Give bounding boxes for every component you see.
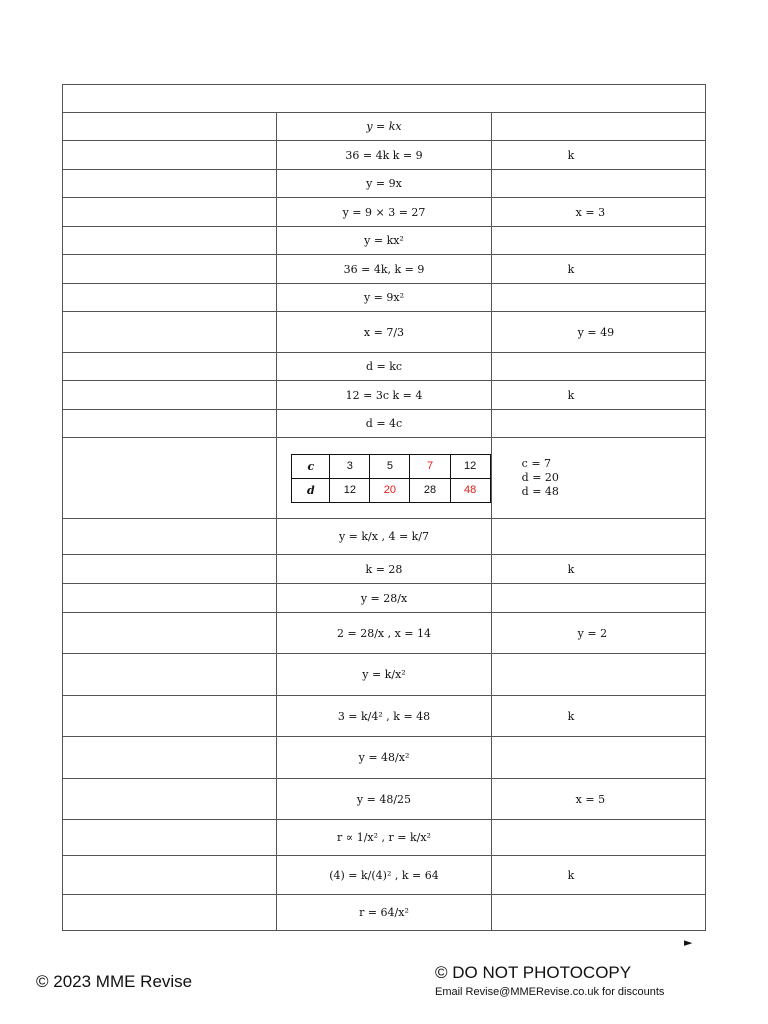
table-row	[63, 255, 706, 284]
question-cell	[63, 198, 277, 227]
working-text: r ∝ 1/x² , r = k/x²	[337, 831, 431, 844]
table-row	[63, 353, 706, 381]
working-text: y = 9x²	[363, 291, 405, 304]
working-text: y = 9x	[366, 177, 402, 190]
question-cell	[63, 410, 277, 438]
note-text: y = 2	[577, 626, 608, 640]
cd-header-c: c	[292, 454, 330, 478]
working-text: 36 = 4k k = 9	[345, 148, 423, 162]
table-row	[63, 381, 706, 410]
note-cell	[491, 353, 705, 381]
cd-row-c	[292, 454, 490, 478]
question-cell	[63, 381, 277, 410]
table-row	[63, 519, 706, 555]
right-triangle-icon[interactable]: ►	[684, 936, 693, 949]
working-cell	[277, 255, 491, 284]
table-row	[63, 584, 706, 613]
footer-notice	[435, 963, 664, 998]
note-cell	[491, 255, 705, 284]
note-cell	[491, 779, 705, 820]
cd-cell-answer: 7	[410, 454, 450, 478]
question-cell	[63, 895, 277, 931]
cd-header-d: d	[292, 478, 330, 502]
question-cell	[63, 779, 277, 820]
copyright: © 2023 MME Revise	[36, 972, 193, 991]
note-cell	[491, 438, 705, 519]
note-cell	[491, 737, 705, 779]
note-text: k	[567, 709, 575, 723]
table-row	[63, 410, 706, 438]
note-text: y = 49	[577, 325, 615, 339]
working-text: y = 9 × 3 = 27	[342, 205, 426, 219]
working-text: y = kx	[366, 120, 402, 133]
cd-cell: 12	[450, 454, 490, 478]
note-cell	[491, 654, 705, 696]
table-row	[63, 654, 706, 696]
question-cell	[63, 654, 277, 696]
note-cell	[491, 227, 705, 255]
working-cell	[277, 198, 491, 227]
do-not-photocopy: © DO NOT PHOTOCOPY	[435, 963, 632, 982]
working-text: 2 = 28/x , x = 14	[336, 626, 431, 640]
table-row	[63, 820, 706, 856]
question-cell	[63, 113, 277, 141]
cd-cell-answer: 20	[370, 478, 410, 502]
mark-scheme-table	[62, 84, 706, 931]
working-cell	[277, 654, 491, 696]
note-cell	[491, 584, 705, 613]
table-row	[63, 779, 706, 820]
working-text: y = 48/x²	[358, 751, 410, 764]
cd-cell: 28	[410, 478, 450, 502]
email-note: Email Revise@MMERevise.co.uk for discounts	[435, 986, 665, 998]
working-text: 36 = 4k, k = 9	[343, 262, 425, 276]
working-text: 3 = k/4² , k = 48	[337, 709, 431, 723]
question-cell	[63, 255, 277, 284]
note-cell	[491, 381, 705, 410]
working-text: 12 = 3c k = 4	[345, 388, 423, 402]
note-text: d = 20	[521, 471, 559, 484]
working-cell	[277, 584, 491, 613]
question-cell	[63, 227, 277, 255]
question-cell	[63, 856, 277, 895]
note-cell	[491, 613, 705, 654]
working-cell	[277, 856, 491, 895]
working-cell	[277, 613, 491, 654]
working-cell	[277, 519, 491, 555]
working-text: d = 4c	[365, 417, 403, 430]
question-cell	[63, 353, 277, 381]
question-cell	[63, 312, 277, 353]
working-cell	[277, 227, 491, 255]
question-cell	[63, 820, 277, 856]
working-cell	[277, 312, 491, 353]
cd-table	[291, 454, 490, 503]
cd-cell: 5	[370, 454, 410, 478]
working-cell	[277, 353, 491, 381]
note-cell	[491, 141, 705, 170]
working-cell	[277, 779, 491, 820]
note-text: k	[567, 562, 575, 576]
note-cell	[491, 696, 705, 737]
cd-cell: 3	[330, 454, 370, 478]
working-text: y = 28/x	[360, 591, 408, 605]
note-cell	[491, 284, 705, 312]
cd-cell-answer: 48	[450, 478, 490, 502]
working-cell	[277, 820, 491, 856]
note-cell	[491, 519, 705, 555]
note-cell	[491, 895, 705, 931]
working-text: y = kx²	[364, 234, 404, 247]
note-text: k	[567, 388, 575, 402]
note-cell	[491, 113, 705, 141]
question-cell	[63, 284, 277, 312]
table-row	[63, 284, 706, 312]
note-cell	[491, 410, 705, 438]
working-text: y = 48/25	[356, 792, 412, 806]
header-row	[63, 85, 706, 113]
working-text: y = k/x , 4 = k/7	[338, 530, 430, 543]
working-cell	[277, 895, 491, 931]
table-row	[63, 737, 706, 779]
cd-notes	[522, 457, 705, 499]
note-text: d = 48	[521, 485, 559, 498]
table-row	[63, 555, 706, 584]
working-cell	[277, 737, 491, 779]
working-cell	[277, 381, 491, 410]
working-cell	[277, 696, 491, 737]
table-row	[63, 895, 706, 931]
table-row	[63, 438, 706, 519]
table-row	[63, 198, 706, 227]
note-text: k	[567, 868, 575, 882]
question-cell	[63, 555, 277, 584]
table-row	[63, 170, 706, 198]
table-row	[63, 856, 706, 895]
question-cell	[63, 438, 277, 519]
question-cell	[63, 519, 277, 555]
note-cell	[491, 198, 705, 227]
cd-row-d	[292, 478, 490, 502]
question-cell	[63, 170, 277, 198]
working-text: (4) = k/(4)² , k = 64	[329, 868, 439, 882]
header-cell	[63, 85, 706, 113]
question-cell	[63, 737, 277, 779]
working-cell	[277, 113, 491, 141]
cd-cell: 12	[330, 478, 370, 502]
note-text: x = 3	[575, 205, 606, 219]
note-cell	[491, 170, 705, 198]
working-text: d = kc	[365, 360, 403, 373]
note-cell	[491, 856, 705, 895]
note-cell	[491, 312, 705, 353]
table-row	[63, 141, 706, 170]
table-row	[63, 696, 706, 737]
note-text: x = 5	[575, 792, 606, 806]
working-cell	[277, 438, 491, 519]
working-text: y = k/x²	[362, 668, 406, 681]
working-cell	[277, 555, 491, 584]
table-row	[63, 113, 706, 141]
question-cell	[63, 696, 277, 737]
question-cell	[63, 613, 277, 654]
working-cell	[277, 170, 491, 198]
note-text: k	[567, 148, 575, 162]
note-cell	[491, 820, 705, 856]
table-row	[63, 312, 706, 353]
working-text: x = 7/3	[363, 325, 405, 339]
question-cell	[63, 141, 277, 170]
working-cell	[277, 284, 491, 312]
working-text: r = 64/x²	[359, 906, 409, 919]
table-row	[63, 227, 706, 255]
note-cell	[491, 555, 705, 584]
note-text: k	[567, 262, 575, 276]
note-text: c = 7	[521, 457, 552, 470]
table-row	[63, 613, 706, 654]
working-cell	[277, 141, 491, 170]
working-text: k = 28	[365, 562, 403, 576]
question-cell	[63, 584, 277, 613]
working-cell	[277, 410, 491, 438]
